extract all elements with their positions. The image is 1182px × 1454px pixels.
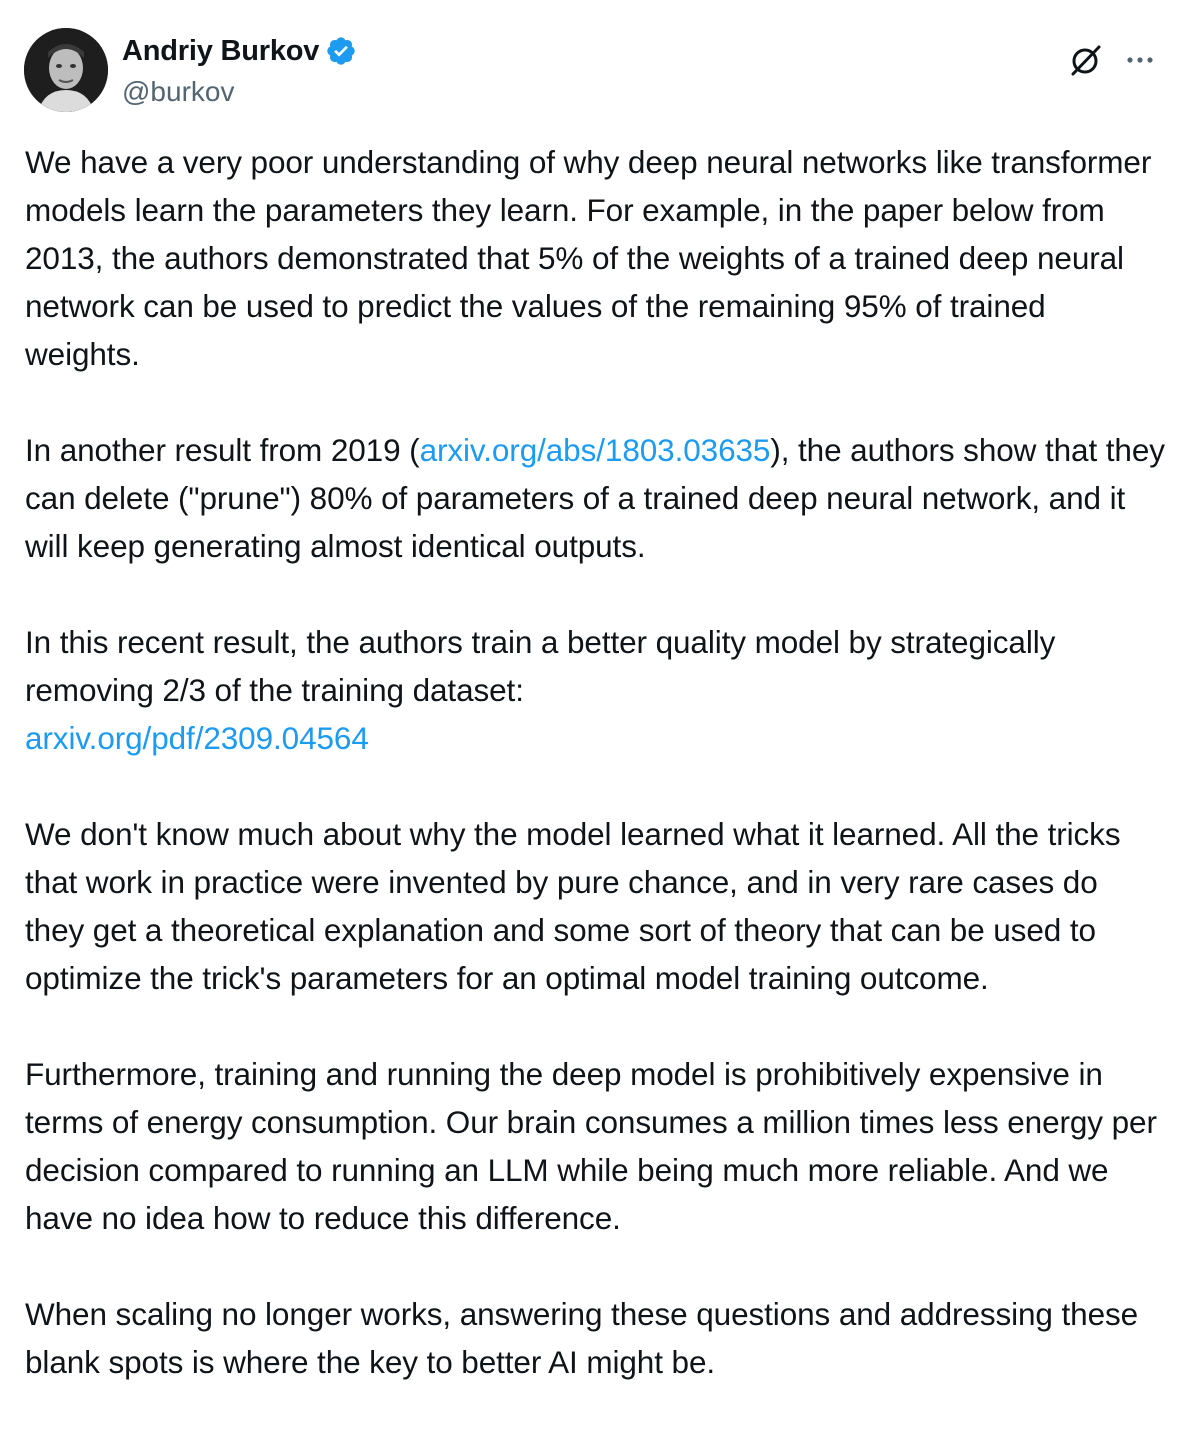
tweet-paragraph-2 [25, 426, 1165, 570]
grok-icon[interactable] [1068, 42, 1104, 78]
avatar-photo [24, 28, 108, 112]
arxiv-link-2309[interactable]: arxiv.org/pdf/2309.04564 [25, 720, 369, 756]
verified-badge-icon[interactable] [325, 35, 357, 67]
display-name[interactable]: Andriy Burkov [122, 34, 320, 67]
header-actions [1068, 42, 1158, 78]
tweet-paragraph-3 [25, 618, 1165, 762]
tweet-text-segment: ), the authors show that they can delete ("prune") 80% of parameters of a trained deep neural network, and it will keep generating almost identical outputs. [25, 432, 1165, 564]
tweet-paragraph-4: We don't know much about why the model learned what it learned. All the tricks that work in practice were invented by pure chance, and in very rare cases do they get a theoretical explanation and some sort of theory that can be used to optimize the trick's parameters for an optimal model training outcome. [25, 816, 1121, 996]
avatar[interactable] [24, 28, 108, 112]
display-name-row [122, 34, 357, 68]
tweet-text-segment: In another result from 2019 ( [25, 432, 420, 468]
more-options-icon[interactable] [1122, 42, 1158, 78]
tweet-text-segment: In this recent result, the authors train a better quality model by strategically removing 2/3 of the training dataset: [25, 624, 1056, 708]
arxiv-link-1803[interactable]: arxiv.org/abs/1803.03635 [419, 432, 771, 468]
tweet-text [25, 138, 1165, 1386]
tweet-paragraph-1: We have a very poor understanding of why deep neural networks like transformer models learn the parameters they learn. For example, in the paper below from 2013, the authors demonstrated that 5% of the weights of a trained deep neural network can be used to predict the values of the remaining 95% of trained weights. [25, 144, 1152, 372]
tweet-paragraph-5: Furthermore, training and running the deep model is prohibitively expensive in terms of energy consumption. Our brain consumes a million times less energy per decision compared to running an LLM while being much more reliable. And we have no idea how to reduce this difference. [25, 1056, 1157, 1236]
author-handle[interactable]: @burkov [122, 76, 235, 107]
tweet-paragraph-6: When scaling no longer works, answering these questions and addressing these blank spots is where the key to better AI might be. [25, 1296, 1139, 1380]
tweet-header [24, 28, 1158, 112]
author-info [122, 34, 357, 108]
